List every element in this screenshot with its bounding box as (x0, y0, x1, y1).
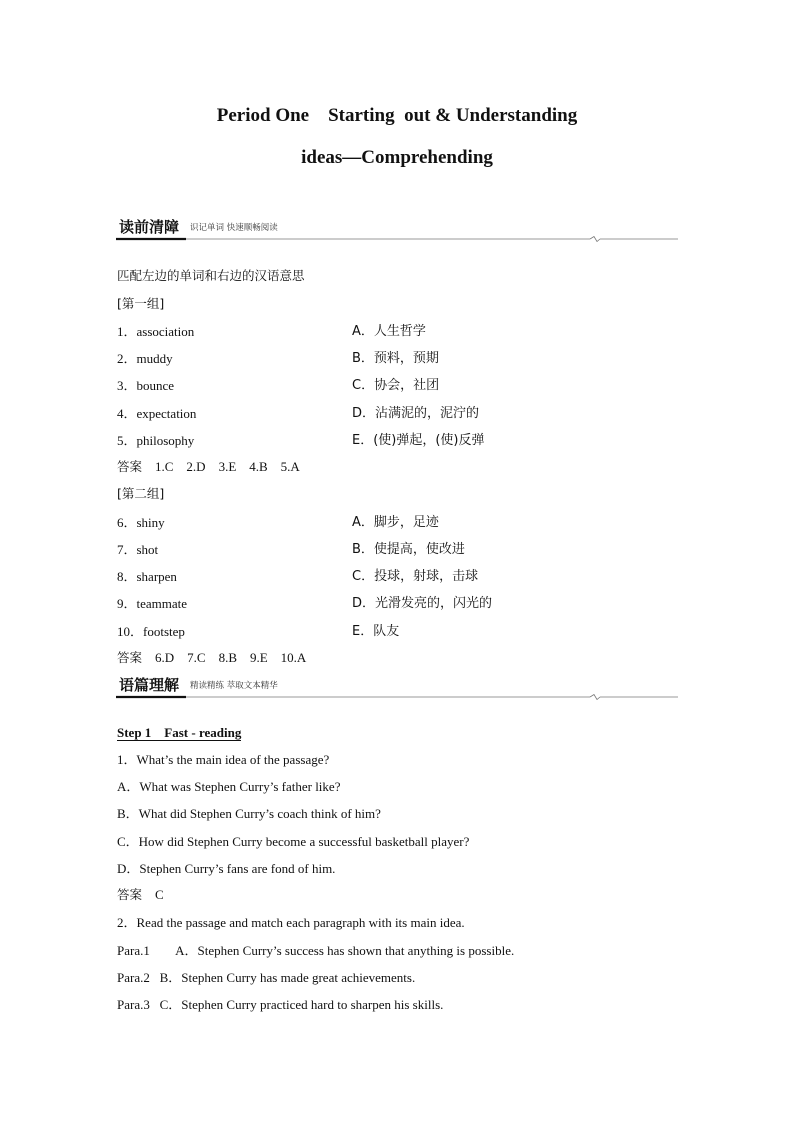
paragraph-idea: B．Stephen Curry has made great achievements. (159, 970, 416, 985)
question-1-option: C．How did Stephen Curry become a successful basketball player? (117, 834, 470, 849)
section-divider (116, 694, 678, 700)
question-2: 2．Read the passage and match each paragraph with its main idea. (117, 915, 465, 930)
group-1-word: 4．expectation (117, 406, 197, 421)
paragraph-match-row (117, 967, 415, 986)
answer-label: 答案 (117, 887, 143, 902)
group-2-meaning: B．使提高，使改进 (352, 542, 465, 557)
page-title-line-1: Period One Starting out & Understanding (216, 105, 578, 126)
section-subtitle: 识记单词 快速顺畅阅读 (190, 223, 278, 233)
paragraph-label: Para.3 (117, 997, 150, 1012)
group-1-meaning: B．预料，预期 (352, 351, 439, 366)
question-1-option: D．Stephen Curry’s fans are fond of him. (117, 861, 336, 876)
matching-instruction: 匹配左边的单词和右边的汉语意思 (117, 268, 305, 283)
section-subtitle: 精读精练 萃取文本精华 (190, 681, 278, 691)
group-2-label: [第二组] (117, 486, 165, 501)
step-1-label: Step 1 Fast - reading (117, 725, 242, 740)
section-heading: 语篇理解 (119, 676, 180, 694)
question-1-answer: C (155, 887, 164, 902)
paragraph-idea: C．Stephen Curry practiced hard to sharpen his skills. (159, 997, 444, 1012)
group-2-word: 7．shot (117, 542, 159, 557)
group-2-meaning: C．投球，射球，击球 (352, 569, 479, 584)
group-2-meaning: E．队友 (352, 624, 400, 639)
step-1-label-row (117, 725, 241, 741)
group-1-answer: 1.C 2.D 3.E 4.B 5.A (155, 459, 300, 474)
group-1-meaning: C．协会，社团 (352, 378, 440, 393)
group-2-meaning: A．脚步，足迹 (352, 515, 439, 530)
group-1-word: 2．muddy (117, 351, 173, 366)
question-1-option: A．What was Stephen Curry’s father like? (117, 779, 341, 794)
group-1-meaning: E．(使)弹起，(使)反弹 (352, 433, 485, 448)
group-2-answer-row (117, 648, 306, 666)
group-1-word: 3．bounce (117, 378, 175, 393)
page-title-line-2: ideas—Comprehending (301, 147, 493, 168)
group-2-word: 6．shiny (117, 515, 165, 530)
group-1-meaning: A．人生哲学 (352, 324, 426, 339)
paragraph-label: Para.1 (117, 943, 150, 958)
answer-label: 答案 (117, 459, 143, 474)
group-1-meaning: D．沾满泥的，泥泞的 (352, 406, 480, 421)
group-2-answer: 6.D 7.C 8.B 9.E 10.A (155, 650, 307, 665)
section-heading: 读前清障 (119, 218, 180, 236)
paragraph-label: Para.2 (117, 970, 150, 985)
section-header-pre-reading (116, 216, 678, 242)
group-1-word: 1．association (117, 324, 195, 339)
paragraph-match-row (117, 994, 443, 1013)
group-1-word: 5．philosophy (117, 433, 195, 448)
answer-label: 答案 (117, 650, 143, 665)
question-1: 1．What’s the main idea of the passage? (117, 752, 330, 767)
question-1-option: B．What did Stephen Curry’s coach think of him? (117, 806, 381, 821)
group-2-word: 9．teammate (117, 596, 188, 611)
paragraph-match-row (117, 940, 514, 959)
section-header-discourse (116, 674, 678, 700)
group-2-meaning: D．光滑发亮的，闪光的 (352, 596, 493, 611)
paragraph-idea: A．Stephen Curry’s success has shown that anything is possible. (175, 943, 515, 958)
group-2-word: 8．sharpen (117, 569, 177, 584)
section-divider (116, 236, 678, 242)
group-1-label: [第一组] (117, 296, 165, 311)
group-1-answer-row (117, 457, 300, 475)
group-2-word: 10．footstep (117, 624, 185, 639)
question-1-answer-row (117, 885, 164, 903)
